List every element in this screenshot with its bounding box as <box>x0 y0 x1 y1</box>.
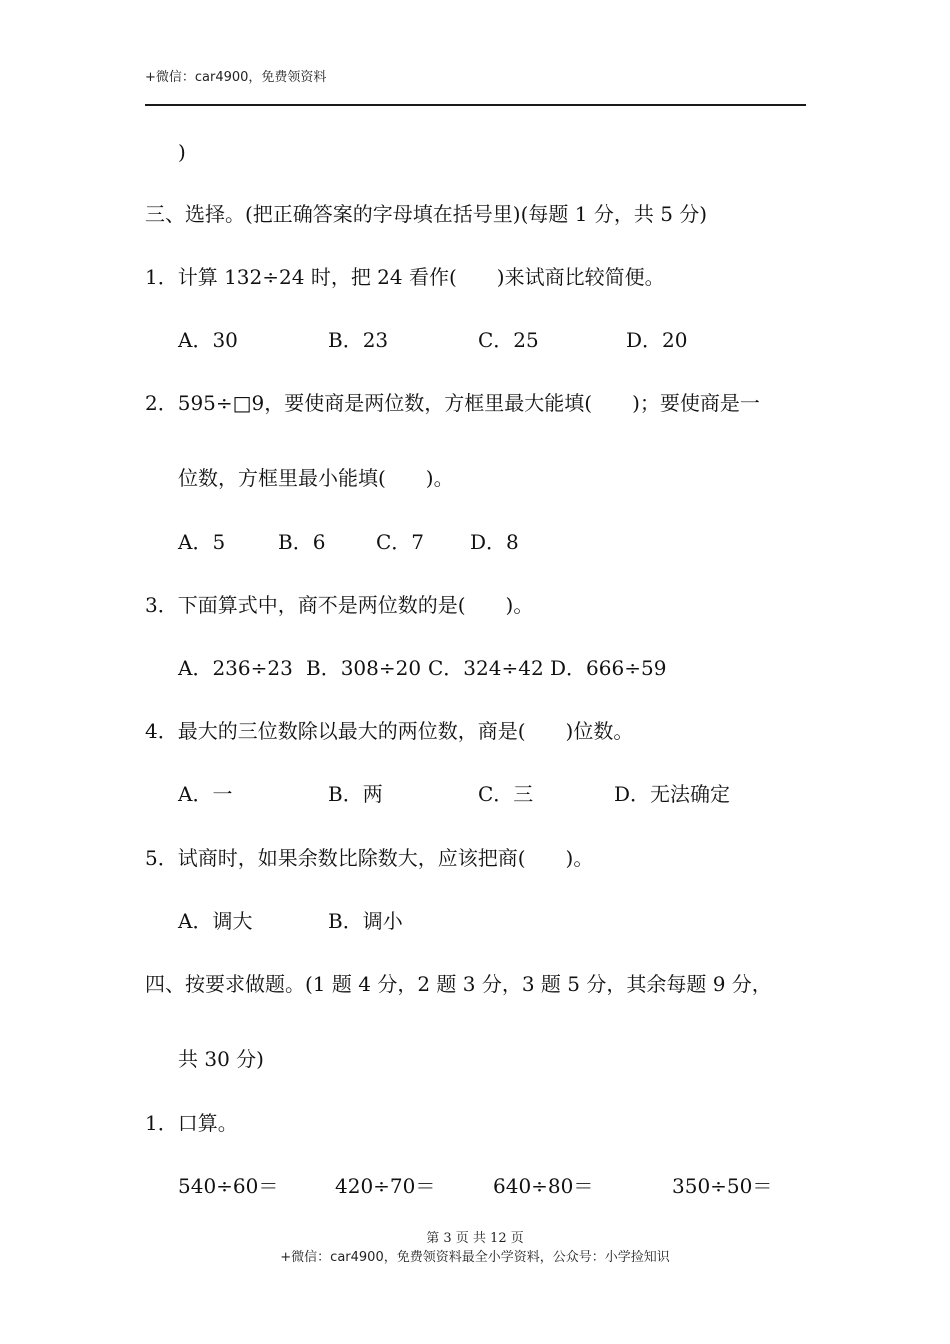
option-d: D．666÷59 <box>550 656 667 680</box>
mental-math-item: 540÷60＝ <box>178 1174 279 1198</box>
option-d: D．无法确定 <box>614 782 731 806</box>
option-c: C．三 <box>478 782 534 806</box>
option-c: C．7 <box>376 530 425 554</box>
option-d: D．20 <box>626 328 688 352</box>
option-c: C．324÷42 <box>428 656 544 680</box>
page-number: 第 3 页 共 12 页 <box>426 1231 524 1246</box>
section-4-title-line1: 四、按要求做题。(1 题 4 分，2 题 3 分，3 题 5 分，其余每题 9 分， <box>145 972 772 996</box>
option-a: A．调大 <box>178 909 253 933</box>
section-3-title: 三、选择。(把正确答案的字母填在括号里)(每题 1 分，共 5 分) <box>145 202 708 226</box>
option-c: C．25 <box>478 328 539 352</box>
section-4-question-1-text: 1．口算。 <box>145 1111 238 1135</box>
mental-math-item: 420÷70＝ <box>335 1174 436 1198</box>
option-b: B．调小 <box>328 909 403 933</box>
option-a: A．30 <box>178 328 238 352</box>
header-note: +微信：car4900，免费领资料 <box>145 70 327 85</box>
option-b: B．6 <box>278 530 326 554</box>
question-1-text: 1．计算 132÷24 时，把 24 看作( )来试商比较简便。 <box>145 265 665 289</box>
option-b: B．23 <box>328 328 389 352</box>
header-divider <box>145 104 806 106</box>
option-a: A．5 <box>178 530 226 554</box>
question-3-text: 3．下面算式中，商不是两位数的是( )。 <box>145 593 534 617</box>
question-2-text-line1: 2．595÷□9，要使商是两位数，方框里最大能填( )；要使商是一 <box>145 391 760 415</box>
option-a: A．一 <box>178 782 233 806</box>
question-5-text: 5．试商时，如果余数比除数大，应该把商( )。 <box>145 846 594 870</box>
section-4-title-line2: 共 30 分) <box>178 1047 264 1071</box>
option-b: B．两 <box>328 782 383 806</box>
option-b: B．308÷20 <box>306 656 422 680</box>
previous-question-tail: ) <box>178 140 186 164</box>
question-2-text-line2: 位数，方框里最小能填( )。 <box>178 466 454 490</box>
option-a: A．236÷23 <box>178 656 293 680</box>
option-d: D．8 <box>470 530 519 554</box>
mental-math-item: 640÷80＝ <box>493 1174 594 1198</box>
footer-note: +微信：car4900，免费领资料最全小学资料，公众号：小学捡知识 <box>280 1250 670 1265</box>
mental-math-item: 350÷50＝ <box>672 1174 773 1198</box>
question-4-text: 4．最大的三位数除以最大的两位数，商是( )位数。 <box>145 719 634 743</box>
